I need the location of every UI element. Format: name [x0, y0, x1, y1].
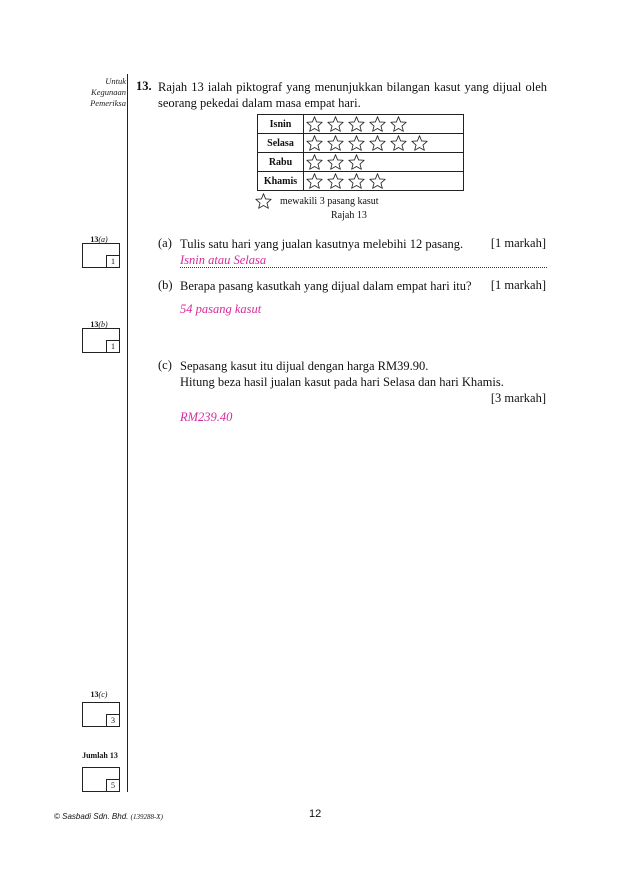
part-b-answer[interactable]: 54 pasang kasut: [180, 302, 262, 316]
examiner-use-heading: [70, 76, 126, 109]
mark-label-part: (a): [98, 235, 108, 244]
mark-box-13c[interactable]: [82, 702, 120, 727]
star-outline-icon: [369, 173, 386, 189]
star-outline-icon: [327, 154, 344, 170]
mark-box-total: 3: [106, 714, 119, 726]
pictograph-day: Selasa: [258, 134, 304, 153]
pictograph-stars: [304, 134, 464, 153]
mark-label-num: 13: [90, 320, 99, 329]
mark-label-total: Jumlah 13: [82, 751, 118, 760]
star-outline-icon: [390, 116, 407, 132]
publisher-reg: (139288-X): [130, 813, 163, 821]
star-outline-icon: [306, 116, 323, 132]
pictograph-stars: [304, 153, 464, 172]
question-number: 13.: [136, 79, 152, 93]
part-a-answer[interactable]: Isnin atau Selasa: [180, 253, 267, 267]
part-c-marks: [3 markah]: [490, 391, 546, 405]
pictograph-day: Isnin: [258, 115, 304, 134]
pictograph-day: Khamis: [258, 172, 304, 191]
pictograph-row: [258, 172, 464, 191]
star-outline-icon: [348, 173, 365, 189]
star-outline-icon: [327, 173, 344, 189]
star-outline-icon: [255, 193, 272, 209]
margin-heading-line: Pemeriksa: [90, 98, 126, 108]
margin-divider: [127, 74, 128, 792]
part-a-text: Tulis satu hari yang jualan kasutnya melebihi 12 pasang.: [180, 237, 464, 251]
star-outline-icon: [327, 135, 344, 151]
part-b-letter: (b): [158, 278, 173, 292]
mark-box-total-value: 5: [106, 779, 119, 791]
star-outline-icon: [306, 154, 323, 170]
star-outline-icon: [369, 135, 386, 151]
part-b-marks: [1 markah]: [490, 278, 546, 292]
star-outline-icon: [327, 116, 344, 132]
pictograph-row: [258, 134, 464, 153]
part-c-line1: Sepasang kasut itu dijual dengan harga RM39.90.: [180, 359, 429, 373]
pictograph-stars: [304, 115, 464, 134]
part-a-marks: [1 markah]: [490, 236, 546, 250]
mark-box-total: 1: [106, 255, 119, 267]
publisher-footer: [54, 812, 163, 821]
star-outline-icon: [411, 135, 428, 151]
part-b-text: Berapa pasang kasutkah yang dijual dalam empat hari itu?: [180, 279, 472, 293]
mark-box-total[interactable]: [82, 767, 120, 792]
part-c-letter: (c): [158, 358, 172, 372]
figure-caption: Rajah 13: [331, 210, 367, 221]
star-outline-icon: [390, 135, 407, 151]
mark-box-13a[interactable]: [82, 243, 120, 268]
pictograph-table: [257, 114, 464, 191]
part-a-letter: (a): [158, 236, 172, 250]
publisher-name: © Sasbadi Sdn. Bhd.: [54, 812, 129, 821]
answer-dotted-line: [180, 267, 547, 268]
mark-label-num: 13: [90, 235, 99, 244]
star-outline-icon: [348, 154, 365, 170]
pictograph-stars: [304, 172, 464, 191]
pictograph-row: [258, 153, 464, 172]
mark-box-13b[interactable]: [82, 328, 120, 353]
mark-label-13c: [79, 690, 119, 699]
question-text: Rajah 13 ialah piktograf yang menunjukkan bilangan kasut yang dijual oleh seorang pekedai dalam masa empat hari.: [158, 80, 547, 110]
mark-label-part: (c): [98, 690, 108, 699]
key-text: mewakili 3 pasang kasut: [280, 195, 379, 207]
star-outline-icon: [348, 135, 365, 151]
pictograph-day: Rabu: [258, 153, 304, 172]
pictograph-key: [255, 193, 379, 209]
margin-heading-line: Untuk: [105, 76, 126, 86]
mark-label-num: 13: [90, 690, 99, 699]
pictograph-row: [258, 115, 464, 134]
part-c-answer[interactable]: RM239.40: [180, 410, 233, 424]
star-outline-icon: [306, 173, 323, 189]
star-outline-icon: [369, 116, 386, 132]
part-c-line2: Hitung beza hasil jualan kasut pada hari Selasa dan hari Khamis.: [180, 375, 504, 389]
star-outline-icon: [348, 116, 365, 132]
page-number: 12: [309, 808, 322, 820]
margin-heading-line: Kegunaan: [91, 87, 126, 97]
mark-label-part: (b): [98, 320, 108, 329]
mark-box-total: 1: [106, 340, 119, 352]
star-outline-icon: [306, 135, 323, 151]
